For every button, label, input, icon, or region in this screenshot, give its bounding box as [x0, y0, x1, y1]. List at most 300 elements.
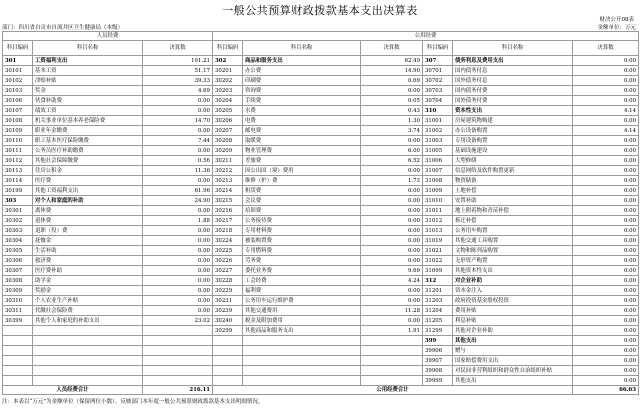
public-name-cell: 培训费: [243, 206, 361, 216]
public-amount-2-cell: 0.00: [573, 286, 639, 296]
public-amount-2-cell: 0.00: [573, 336, 639, 346]
public-name-2-cell: 土地补偿: [453, 186, 573, 196]
personnel-code-cell: [3, 356, 33, 366]
personnel-amount-cell: [143, 366, 213, 376]
public-name-2-cell: 对民间非营利组织和群众性自治组织补贴: [453, 366, 573, 376]
public-amount-cell: [361, 336, 423, 346]
table-row: [3, 216, 639, 226]
public-code-2-cell: 31203: [423, 296, 453, 306]
public-amount-cell: 1.91: [361, 326, 423, 336]
public-name-2-cell: 大型修缮: [453, 156, 573, 166]
personnel-amount-cell: 11.36: [143, 166, 213, 176]
personnel-code-cell: 30112: [3, 156, 33, 166]
table-row: [3, 346, 639, 356]
public-name-cell: 委托业务费: [243, 266, 361, 276]
personnel-code-cell: 30110: [3, 136, 33, 146]
personnel-name-cell: 救济费: [33, 256, 143, 266]
public-name-2-cell: 地上附着物和青苗补偿: [453, 206, 573, 216]
public-amount-2-cell: 0.00: [573, 56, 639, 66]
public-name-2-cell: 资本性支出: [453, 106, 573, 116]
personnel-name-cell: 奖金: [33, 86, 143, 96]
public-code-cell: 30203: [213, 86, 243, 96]
public-name-2-cell: 国内债务付费: [453, 86, 573, 96]
table-row: [3, 76, 639, 86]
personnel-code-cell: 30103: [3, 86, 33, 96]
public-name-cell: 印刷费: [243, 76, 361, 86]
table-row: [3, 156, 639, 166]
public-name-2-cell: 物资储备: [453, 176, 573, 186]
public-amount-cell: 0.00: [361, 216, 423, 226]
public-name-cell: 会议费: [243, 196, 361, 206]
public-code-cell: 30231: [213, 296, 243, 306]
personnel-code-cell: 30304: [3, 236, 33, 246]
table-row: [3, 356, 639, 366]
public-name-2-cell: 无形资产购置: [453, 256, 573, 266]
personnel-code-cell: 30399: [3, 316, 33, 326]
public-amount-cell: 0.05: [361, 96, 423, 106]
personnel-header: 人员经费: [3, 32, 213, 41]
public-code-cell: 30215: [213, 196, 243, 206]
personnel-name-cell: 奖励金: [33, 286, 143, 296]
personnel-amount-cell: 7.44: [143, 136, 213, 146]
public-amount-2-cell: 0.00: [573, 306, 639, 316]
personnel-code-cell: 301: [3, 56, 33, 66]
unit-label: 金额单位：万元: [597, 25, 636, 31]
personnel-name-cell: 生活补助: [33, 246, 143, 256]
col-name-header: 科目名称: [33, 41, 143, 56]
personnel-name-cell: 绩效工资: [33, 106, 143, 116]
public-amount-2-cell: 0.00: [573, 186, 639, 196]
personnel-amount-cell: 0.00: [143, 106, 213, 116]
personnel-name-cell: 代缴社会保险费: [33, 306, 143, 316]
personnel-amount-cell: 0.00: [143, 226, 213, 236]
public-name-cell: 物业管理费: [243, 146, 361, 156]
public-amount-cell: 0.00: [361, 136, 423, 146]
personnel-code-cell: 30114: [3, 176, 33, 186]
personnel-name-cell: 伙食补助费: [33, 96, 143, 106]
public-amount-cell: 0.69: [361, 76, 423, 86]
public-code-2-cell: 31201: [423, 286, 453, 296]
personnel-total-label: 人员经费合计: [3, 386, 143, 395]
personnel-name-cell: 其他个人和家庭的补助支出: [33, 316, 143, 326]
public-name-2-cell: 利息补贴: [453, 316, 573, 326]
public-code-cell: 30201: [213, 66, 243, 76]
personnel-code-cell: [3, 326, 33, 336]
public-amount-2-cell: 0.00: [573, 356, 639, 366]
public-amount-cell: 0.00: [361, 316, 423, 326]
public-code-2-cell: 31021: [423, 246, 453, 256]
public-code-2-cell: 30704: [423, 96, 453, 106]
public-code-cell: 30213: [213, 176, 243, 186]
personnel-code-cell: 30106: [3, 96, 33, 106]
personnel-code-cell: [3, 336, 33, 346]
public-code-2-cell: 399: [423, 336, 453, 346]
public-name-cell: 福利费: [243, 286, 361, 296]
table-body: [3, 56, 639, 386]
public-amount-2-cell: 0.00: [573, 326, 639, 336]
public-amount-2-cell: 0.00: [573, 366, 639, 376]
public-amount-2-cell: 0.00: [573, 66, 639, 76]
personnel-name-cell: 津贴补贴: [33, 76, 143, 86]
public-amount-2-cell: 0.00: [573, 376, 639, 386]
public-code-2-cell: 31013: [423, 226, 453, 236]
public-code-cell: 30226: [213, 256, 243, 266]
personnel-name-cell: 离休费: [33, 206, 143, 216]
public-code-2-cell: 31003: [423, 136, 453, 146]
public-code-cell: 30206: [213, 116, 243, 126]
personnel-amount-cell: 0.00: [143, 236, 213, 246]
public-code-cell: 30225: [213, 246, 243, 256]
personnel-name-cell: [33, 336, 143, 346]
public-code-cell: 30209: [213, 146, 243, 156]
personnel-amount-cell: [143, 326, 213, 336]
public-code-2-cell: 31010: [423, 196, 453, 206]
personnel-code-cell: 30109: [3, 126, 33, 136]
public-amount-2-cell: 0.00: [573, 256, 639, 266]
personnel-name-cell: 职业年金缴费: [33, 126, 143, 136]
public-amount-cell: 6.00: [361, 146, 423, 156]
public-code-2-cell: 31006: [423, 156, 453, 166]
personnel-code-cell: 30311: [3, 306, 33, 316]
public-code-cell: 30208: [213, 136, 243, 146]
public-amount-cell: 0.43: [361, 106, 423, 116]
public-amount-2-cell: 0.00: [573, 136, 639, 146]
table-row: [3, 146, 639, 156]
personnel-amount-cell: 0.56: [143, 156, 213, 166]
personnel-code-cell: 30302: [3, 216, 33, 226]
personnel-name-cell: 公务员医疗补助缴费: [33, 146, 143, 156]
personnel-amount-cell: 61.96: [143, 186, 213, 196]
public-amount-cell: 0.00: [361, 236, 423, 246]
personnel-amount-cell: 191.21: [143, 56, 213, 66]
public-name-cell: 取暖费: [243, 136, 361, 146]
personnel-amount-cell: 0.00: [143, 306, 213, 316]
public-name-2-cell: 对企业补助: [453, 276, 573, 286]
public-code-cell: 30240: [213, 316, 243, 326]
personnel-name-cell: 医疗费补助: [33, 266, 143, 276]
public-code-2-cell: 310: [423, 106, 453, 116]
public-code-2-cell: 30703: [423, 86, 453, 96]
public-name-cell: 差旅费: [243, 156, 361, 166]
report-meta: [2, 23, 638, 31]
personnel-name-cell: 退职（役）费: [33, 226, 143, 236]
public-name-cell: 电费: [243, 116, 361, 126]
personnel-code-cell: 30307: [3, 266, 33, 276]
public-amount-cell: [361, 356, 423, 366]
public-name-cell: 专用材料费: [243, 226, 361, 236]
public-amount-2-cell: 0.00: [573, 266, 639, 276]
personnel-amount-cell: [143, 376, 213, 386]
personnel-amount-cell: 14.70: [143, 116, 213, 126]
public-code-2-cell: 31012: [423, 216, 453, 226]
public-code-2-cell: 31005: [423, 146, 453, 156]
public-name-cell: 公务接待费: [243, 216, 361, 226]
public-code-cell: 302: [213, 56, 243, 66]
table-row: [3, 296, 639, 306]
public-code-cell: 30211: [213, 156, 243, 166]
personnel-code-cell: 303: [3, 196, 33, 206]
public-code-cell: 30224: [213, 236, 243, 246]
public-amount-2-cell: 0.00: [573, 236, 639, 246]
public-name-2-cell: 安置补助: [453, 196, 573, 206]
personnel-amount-cell: 0.00: [143, 246, 213, 256]
table-row: [3, 316, 639, 326]
public-code-2-cell: 31002: [423, 126, 453, 136]
personnel-name-cell: 抚恤金: [33, 236, 143, 246]
personnel-name-cell: 其他工资福利支出: [33, 186, 143, 196]
public-code-cell: [213, 356, 243, 366]
public-amount-cell: [361, 346, 423, 356]
personnel-code-cell: 30309: [3, 286, 33, 296]
table-row: [3, 326, 639, 336]
public-name-2-cell: 基础设施建设: [453, 146, 573, 156]
department-label: 部门：四川省自贡市自流井区卫生健康局（本级）: [2, 25, 124, 31]
public-code-cell: [213, 346, 243, 356]
public-amount-2-cell: 0.00: [573, 86, 639, 96]
public-name-cell: 咨询费: [243, 86, 361, 96]
public-amount-2-cell: 0.00: [573, 196, 639, 206]
personnel-name-cell: [33, 366, 143, 376]
personnel-code-cell: 30101: [3, 66, 33, 76]
col-amount-header: 决算数: [361, 41, 423, 56]
public-name-cell: 因公出国（境）费用: [243, 166, 361, 176]
public-amount-cell: 62.49: [361, 56, 423, 66]
table-row: [3, 286, 639, 296]
public-name-cell: [243, 346, 361, 356]
expenditure-table: [2, 31, 639, 395]
table-row: [3, 266, 639, 276]
personnel-code-cell: 30308: [3, 276, 33, 286]
public-code-2-cell: 31022: [423, 256, 453, 266]
public-amount-2-cell: 0.00: [573, 166, 639, 176]
personnel-amount-cell: 4.69: [143, 86, 213, 96]
public-name-2-cell: 文物和陈列品购置: [453, 246, 573, 256]
personnel-name-cell: 基本工资: [33, 66, 143, 76]
public-code-cell: 30207: [213, 126, 243, 136]
personnel-name-cell: 机关事业单位基本养老保险费: [33, 116, 143, 126]
personnel-name-cell: 工资福利支出: [33, 56, 143, 66]
public-name-cell: 被装购置费: [243, 236, 361, 246]
public-name-2-cell: 办公设备购置: [453, 126, 573, 136]
col-code-header: 科目编码: [423, 41, 453, 56]
public-code-2-cell: 30702: [423, 76, 453, 86]
personnel-code-cell: 30306: [3, 256, 33, 266]
personnel-code-cell: [3, 346, 33, 356]
public-code-2-cell: 31205: [423, 316, 453, 326]
personnel-amount-cell: 1.88: [143, 216, 213, 226]
table-row: [3, 166, 639, 176]
personnel-amount-cell: 23.02: [143, 316, 213, 326]
public-name-2-cell: 专用设备购置: [453, 136, 573, 146]
table-row: [3, 126, 639, 136]
table-row: [3, 246, 639, 256]
public-code-cell: 30212: [213, 166, 243, 176]
public-name-cell: 手续费: [243, 96, 361, 106]
personnel-amount-cell: 51.17: [143, 66, 213, 76]
public-header: 公用经费: [213, 32, 639, 41]
public-amount-2-cell: 0.00: [573, 226, 639, 236]
public-amount-2-cell: 0.00: [573, 216, 639, 226]
public-amount-cell: [361, 366, 423, 376]
personnel-amount-cell: 0.00: [143, 286, 213, 296]
personnel-amount-cell: 0.00: [143, 276, 213, 286]
column-header-row: [3, 41, 639, 56]
personnel-name-cell: 对个人和家庭的补助: [33, 196, 143, 206]
personnel-code-cell: 30108: [3, 116, 33, 126]
table-row: [3, 106, 639, 116]
table-row: [3, 116, 639, 126]
table-row: [3, 306, 639, 316]
table-row: [3, 196, 639, 206]
public-code-2-cell: 30701: [423, 66, 453, 76]
personnel-name-cell: 助学金: [33, 276, 143, 286]
public-code-2-cell: 31009: [423, 186, 453, 196]
personnel-code-cell: [3, 376, 33, 386]
table-row: [3, 376, 639, 386]
public-code-2-cell: 31204: [423, 306, 453, 316]
public-amount-2-cell: 0.00: [573, 316, 639, 326]
public-amount-cell: 0.00: [361, 196, 423, 206]
public-amount-cell: 11.28: [361, 306, 423, 316]
public-name-cell: 邮电费: [243, 126, 361, 136]
public-amount-2-cell: 0.00: [573, 156, 639, 166]
personnel-amount-cell: 0.00: [143, 206, 213, 216]
public-code-cell: 30214: [213, 186, 243, 196]
public-amount-cell: 4.24: [361, 276, 423, 286]
personnel-name-cell: 医疗费: [33, 176, 143, 186]
col-code-header: 科目编码: [213, 41, 243, 56]
public-amount-2-cell: 0.00: [573, 246, 639, 256]
public-name-2-cell: 国内债务付息: [453, 66, 573, 76]
public-code-cell: 30227: [213, 266, 243, 276]
public-amount-2-cell: 4.14: [573, 106, 639, 116]
public-name-cell: [243, 366, 361, 376]
public-code-2-cell: 39999: [423, 376, 453, 386]
public-name-cell: 公务用车运行维护费: [243, 296, 361, 306]
public-total-label: 公用经费合计: [213, 386, 573, 395]
public-name-cell: 劳务费: [243, 256, 361, 266]
table-row: [3, 96, 639, 106]
public-name-2-cell: 国外债务付息: [453, 76, 573, 86]
public-code-cell: [213, 336, 243, 346]
public-name-cell: [243, 356, 361, 366]
personnel-code-cell: 30113: [3, 166, 33, 176]
personnel-amount-cell: [143, 356, 213, 366]
public-name-2-cell: 信息网络及软件购置更新: [453, 166, 573, 176]
public-amount-2-cell: 0.00: [573, 96, 639, 106]
personnel-amount-cell: [143, 346, 213, 356]
personnel-name-cell: [33, 326, 143, 336]
public-code-2-cell: 31007: [423, 166, 453, 176]
personnel-code-cell: 30305: [3, 246, 33, 256]
public-name-cell: 维修（护）费: [243, 176, 361, 186]
personnel-name-cell: [33, 376, 143, 386]
public-code-cell: 30202: [213, 76, 243, 86]
personnel-name-cell: 退休费: [33, 216, 143, 226]
public-name-cell: 租赁费: [243, 186, 361, 196]
public-name-2-cell: 拆迁补偿: [453, 216, 573, 226]
public-name-2-cell: 房屋建筑物购建: [453, 116, 573, 126]
personnel-amount-cell: 0.00: [143, 146, 213, 156]
public-amount-cell: 1.30: [361, 116, 423, 126]
table-row: [3, 136, 639, 146]
group-header-row: [3, 32, 639, 41]
public-name-2-cell: 资本金注入: [453, 286, 573, 296]
public-amount-cell: 1.73: [361, 176, 423, 186]
public-code-cell: [213, 366, 243, 376]
table-row: [3, 336, 639, 346]
personnel-name-cell: 个人农业生产补贴: [33, 296, 143, 306]
personnel-code-cell: 30303: [3, 226, 33, 236]
public-amount-2-cell: 0.00: [573, 346, 639, 356]
col-amount-header: 决算数: [143, 41, 213, 56]
public-name-cell: [243, 376, 361, 386]
table-row: [3, 86, 639, 96]
col-code-header: 科目编码: [3, 41, 33, 56]
public-code-cell: 30228: [213, 276, 243, 286]
personnel-name-cell: [33, 356, 143, 366]
personnel-name-cell: 其他社会保障缴费: [33, 156, 143, 166]
public-total-value: 66.63: [573, 386, 639, 395]
public-name-2-cell: 费用补贴: [453, 306, 573, 316]
public-amount-cell: 0.00: [361, 206, 423, 216]
public-amount-cell: 14.90: [361, 66, 423, 76]
public-name-cell: 水费: [243, 106, 361, 116]
personnel-code-cell: 30102: [3, 76, 33, 86]
public-amount-cell: 0.00: [361, 86, 423, 96]
table-row: [3, 226, 639, 236]
table-row: [3, 276, 639, 286]
personnel-amount-cell: [143, 336, 213, 346]
public-code-2-cell: 31019: [423, 236, 453, 246]
personnel-name-cell: 住房公积金: [33, 166, 143, 176]
col-name-header: 科目名称: [453, 41, 573, 56]
public-amount-2-cell: 0.00: [573, 146, 639, 156]
public-name-cell: 工会经费: [243, 276, 361, 286]
personnel-code-cell: 30107: [3, 106, 33, 116]
table-row: [3, 206, 639, 216]
public-code-2-cell: 39906: [423, 346, 453, 356]
public-code-cell: 30204: [213, 96, 243, 106]
personnel-amount-cell: 0.00: [143, 256, 213, 266]
public-amount-cell: [361, 376, 423, 386]
personnel-code-cell: [3, 366, 33, 376]
public-amount-2-cell: 0.00: [573, 116, 639, 126]
public-name-cell: 税金及附加费用: [243, 316, 361, 326]
public-code-2-cell: 31299: [423, 326, 453, 336]
personnel-name-cell: [33, 346, 143, 356]
table-row: [3, 256, 639, 266]
public-amount-cell: 0.00: [361, 256, 423, 266]
public-amount-cell: 0.00: [361, 286, 423, 296]
public-code-2-cell: 31008: [423, 176, 453, 186]
public-code-2-cell: 31099: [423, 266, 453, 276]
public-name-2-cell: 其他交通工具购置: [453, 236, 573, 246]
public-name-cell: 商品和服务支出: [243, 56, 361, 66]
public-name-cell: [243, 336, 361, 346]
col-name-header: 科目名称: [243, 41, 361, 56]
public-code-cell: [213, 376, 243, 386]
public-name-cell: 其他交通费用: [243, 306, 361, 316]
public-code-cell: 30218: [213, 226, 243, 236]
report-title: 一般公共预算财政拨款基本支出决算表: [222, 4, 418, 17]
public-name-cell: 其他商品和服务支出: [243, 326, 361, 336]
public-name-2-cell: 国家赔偿费用支出: [453, 356, 573, 366]
public-amount-2-cell: 0.00: [573, 296, 639, 306]
personnel-amount-cell: 0.00: [143, 96, 213, 106]
public-code-2-cell: 39908: [423, 366, 453, 376]
public-amount-2-cell: 0.00: [573, 276, 639, 286]
